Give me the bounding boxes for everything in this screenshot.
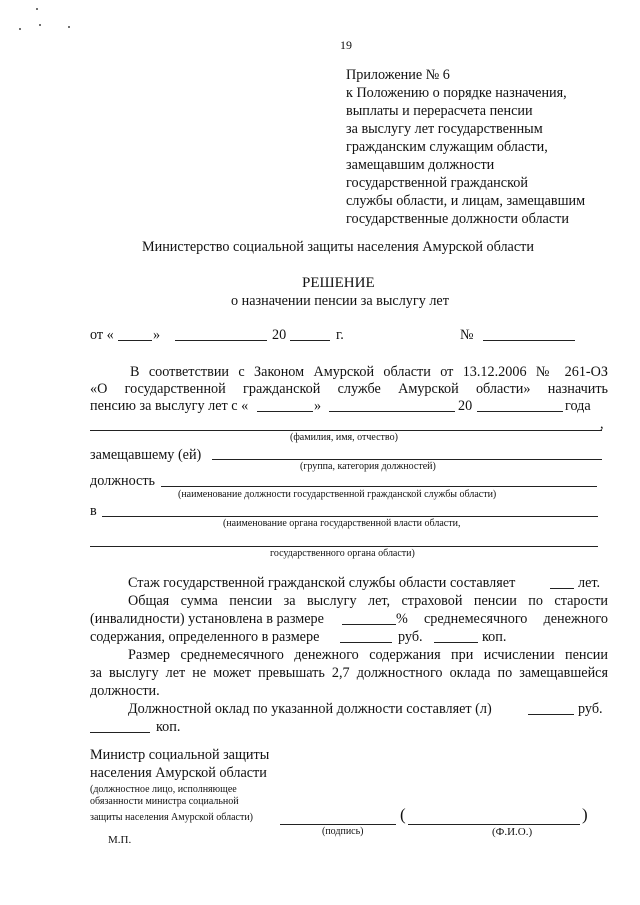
year-blank[interactable] xyxy=(290,340,330,341)
percent-tail: % среднемесячного денежного xyxy=(396,611,608,627)
paragraph-1-line-1: В соответствии с Законом Амурской области от 13.12.2006 № 261-ОЗ xyxy=(130,364,608,380)
acting-note-line-1: (должностное лицо, исполняющее xyxy=(90,784,237,795)
position-caption: (наименование должности государственной гражданской службы области) xyxy=(178,489,497,500)
decision-title: РЕШЕНИЕ xyxy=(302,275,375,291)
signature-fio-blank[interactable] xyxy=(408,824,580,825)
ministry-name: Министерство социальной защиты населения Амурской области xyxy=(142,239,534,255)
date-from-label: от « xyxy=(90,327,114,343)
fio-close-paren: ) xyxy=(582,805,588,824)
service-length-blank[interactable] xyxy=(550,588,574,589)
kop-label: коп. xyxy=(482,629,507,645)
fio-comma: , xyxy=(600,416,604,432)
scan-speck xyxy=(19,28,21,30)
minister-title-line-1: Министр социальной защиты xyxy=(90,747,270,763)
pension-from-label: пенсию за выслугу лет с « xyxy=(90,398,249,414)
acting-note-line-2: обязанности министра социальной xyxy=(90,796,239,807)
stamp-place: М.П. xyxy=(108,834,132,846)
rub-label: руб. xyxy=(398,629,423,645)
year-suffix: г. xyxy=(336,327,344,343)
paragraph-4-line-3: должности. xyxy=(90,683,160,699)
fio-open-paren: ( xyxy=(400,805,406,824)
service-length-unit: лет. xyxy=(578,575,601,591)
scan-speck xyxy=(68,26,70,28)
date-close-quote: » xyxy=(153,327,161,343)
organ-blank-2[interactable] xyxy=(90,546,598,547)
scan-speck xyxy=(39,24,41,26)
position-label: должность xyxy=(90,473,156,489)
group-caption: (группа, категория должностей) xyxy=(300,461,436,472)
paragraph-3-line-1: Общая сумма пенсии за выслугу лет, страховой пенсии по старости xyxy=(128,593,608,609)
appendix-line: гражданским служащим области, xyxy=(346,139,548,155)
group-blank[interactable] xyxy=(212,459,602,460)
paragraph-1-line-2: «О государственной гражданской службе Амурской области» назначить xyxy=(90,381,608,397)
salary-rub-blank[interactable] xyxy=(528,714,574,715)
signature-blank[interactable] xyxy=(280,824,396,825)
appendix-line: государственные должности области xyxy=(346,211,569,227)
pension-year-blank[interactable] xyxy=(477,411,563,412)
paragraph-4-line-1: Размер среднемесячного денежного содержания при исчислении пенсии xyxy=(128,647,608,663)
page-number: 19 xyxy=(340,38,352,52)
amount-label: содержания, определенного в размере xyxy=(90,629,320,645)
salary-rub-label: руб. xyxy=(578,701,603,717)
scan-speck xyxy=(36,8,38,10)
month-blank[interactable] xyxy=(175,340,267,341)
fio-caption: (фамилия, имя, отчество) xyxy=(290,432,398,443)
pension-close-quote: » xyxy=(314,398,322,414)
pension-month-blank[interactable] xyxy=(329,411,455,412)
minister-title-line-2: населения Амурской области xyxy=(90,765,267,781)
appendix-line: выплаты и перерасчета пенсии xyxy=(346,103,533,119)
paragraph-4-line-2: за выслугу лет не может превышать 2,7 должностного оклада по замещавшейся xyxy=(90,665,608,681)
salary-text: Должностной оклад по указанной должности составляет (л) xyxy=(128,701,492,717)
kop-blank[interactable] xyxy=(434,642,478,643)
number-blank[interactable] xyxy=(483,340,575,341)
pension-year-prefix: 20 xyxy=(458,398,473,414)
service-length-text: Стаж государственной гражданской службы области составляет xyxy=(128,575,516,591)
salary-kop-label: коп. xyxy=(156,719,181,735)
number-sign: № xyxy=(460,327,474,343)
replaced-label: замещавшему (ей) xyxy=(90,447,202,463)
pension-year-word: года xyxy=(565,398,591,414)
acting-note-line-3: защиты населения Амурской области) xyxy=(90,812,253,823)
percent-label: (инвалидности) установлена в размере xyxy=(90,611,324,627)
organ-label: в xyxy=(90,503,97,519)
signature-caption: (подпись) xyxy=(322,826,364,837)
fio-caption-bottom: (Ф.И.О.) xyxy=(492,826,533,838)
fio-blank[interactable] xyxy=(90,430,602,431)
appendix-line: государственной гражданской xyxy=(346,175,528,191)
organ-caption-2: государственного органа области) xyxy=(270,548,415,559)
position-blank[interactable] xyxy=(161,486,597,487)
appendix-line: замещавшим должности xyxy=(346,157,495,173)
appendix-line: службы области, и лицам, замещавшим xyxy=(346,193,586,209)
appendix-line: к Положению о порядке назначения, xyxy=(346,85,567,101)
day-blank[interactable] xyxy=(118,340,152,341)
pension-day-blank[interactable] xyxy=(257,411,313,412)
appendix-line: за выслугу лет государственным xyxy=(346,121,543,137)
year-prefix: 20 xyxy=(272,327,287,343)
rub-blank[interactable] xyxy=(340,642,392,643)
percent-blank[interactable] xyxy=(342,624,396,625)
organ-caption-1: (наименование органа государственной власти области, xyxy=(223,518,461,529)
salary-kop-blank[interactable] xyxy=(90,732,150,733)
appendix-title: Приложение № 6 xyxy=(346,67,450,83)
decision-subtitle: о назначении пенсии за выслугу лет xyxy=(231,293,449,309)
organ-blank-1[interactable] xyxy=(102,516,598,517)
